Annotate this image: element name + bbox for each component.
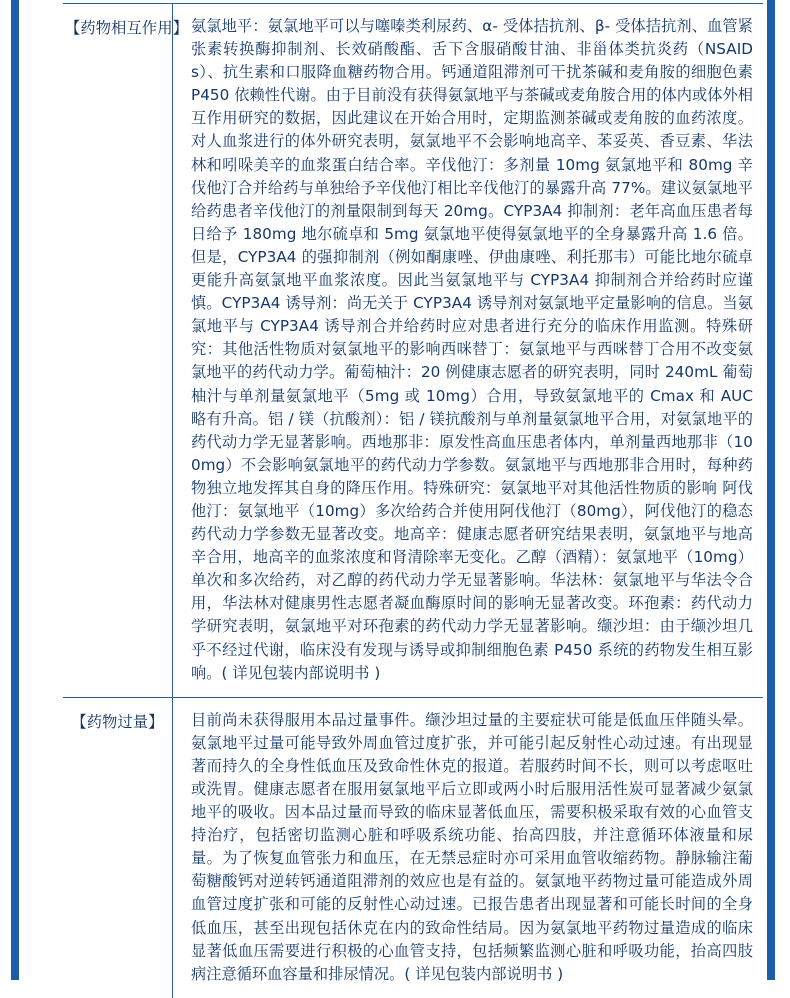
right-accent-rail bbox=[767, 0, 775, 980]
section-body-text: 氨氯地平：氨氯地平可以与噻嗪类利尿药、α- 受体拮抗剂、β- 受体拮抗剂、血管紧张素转换酶抑制剂、长效硝酸酯、舌下含服硝酸甘油、非甾体类抗炎药（NSAIDs）、抗生素和口服降血糖药物合用。钙通道阻滞剂可干扰茶碱和麦角胺的细胞色素 P450 依赖性代谢。由于目前没有获得氨氯地平与茶碱或麦角胺合用的体内或体外相互作用研究的数据，因此建议在开始合用时，定期监测茶碱或麦角胺的血药浓度。对人血浆进行的体外研究表明，氨氯地平不会影响地高辛、苯妥英、香豆素、华法林和吲哚美辛的血浆蛋白结合率。辛伐他汀：多剂量 10mg 氨氯地平和 80mg 辛伐他汀合并给药与单独给予辛伐他汀相比辛伐他汀的暴露升高 77%。建议氨氯地平给药患者辛伐他汀的剂量限制到每天 20mg。CYP3A4 抑制剂：老年高血压患者每日给予 180mg 地尔硫卓和 5mg 氨氯地平使得氨氯地平的全身暴露升高 1.6 倍。但是，CYP3A4 的强抑制剂（例如酮康唑、伊曲康唑、利托那韦）可能比地尔硫卓更能升高氨氯地平血浆浓度。因此当氨氯地平与 CYP3A4 抑制剂合并给药时应谨慎。CYP3A4 诱导剂：尚无关于 CYP3A4 诱导剂对氨氯地平定量影响的信息。当氨氯地平与 CYP3A4 诱导剂合并给药时应对患者进行充分的临床作用监测。特殊研究：其他活性物质对氨氯地平的影响西咪替丁：氨氯地平与西咪替丁合用不改变氨氯地平的药代动力学。葡萄柚汁：20 例健康志愿者的研究表明，同时 240mL 葡萄柚汁与单剂量氨氯地平（5mg 或 10mg）合用，导致氨氯地平的 Cmax 和 AUC 略有升高。铝 / 镁（抗酸剂）：铝 / 镁抗酸剂与单剂量氨氯地平合用，对氨氯地平的药代动力学无显著影响。西地那非：原发性高血压患者体内，单剂量西地那非（100mg）不会影响氨氯地平的药代动力学参数。氨氯地平与西地那非合用时，每种药物独立地发挥其自身的降压作用。特殊研究：氨氯地平对其他活性物质的影响 阿伐他汀：氨氯地平（10mg）多次给药合并使用阿伐他汀（80mg），阿伐他汀的稳态药代动力学参数无显著改变。地高辛：健康志愿者研究结果表明，氨氯地平与地高辛合用，地高辛的血浆浓度和肾清除率无变化。乙醇（酒精）：氨氯地平（10mg）单次和多次给药，对乙醇的药代动力学无显著影响。华法林：氨氯地平与华法令合用，华法林对健康男性志愿者凝血酶原时间的影响无显著改变。环孢素：药代动力学研究表明，氨氯地平对环孢素的药代动力学无显著影响。缬沙坦：由于缬沙坦几乎不经过代谢，临床没有发现与诱导或抑制细胞色素 P450 系统的药物发生相互影响。( 详见包装内部说明书 ) bbox=[191, 17, 753, 682]
section-label: 【药物相互作用】 bbox=[65, 19, 189, 37]
section-label: 【药物过量】 bbox=[71, 712, 164, 731]
drug-info-table bbox=[63, 3, 763, 998]
section-body-text: 目前尚未获得服用本品过量事件。缬沙坦过量的主要症状可能是低血压伴随头晕。氨氯地平过量可能导致外周血管过度扩张，并可能引起反射性心动过速。有出现显著而持久的全身性低血压及致命性休克的报道。若服药时间不长，则可以考虑呕吐或洗胃。健康志愿者在服用氨氯地平后立即或两小时后服用活性炭可显著减少氨氯地平的吸收。因本品过量而导致的临床显著低血压，需要积极采取有效的心血管支持治疗，包括密切监测心脏和呼吸系统功能、抬高四肢，并注意循环体液量和尿量。为了恢复血管张力和血压，在无禁忌症时亦可采用血管收缩药物。静脉输注葡萄糖酸钙对逆转钙通道阻滞剂的效应也是有益的。氨氯地平药物过量可能造成外周血管过度扩张和可能的反射性心动过速。已报告患者出现显著和可能长时间的全身低血压，甚至出现包括休克在内的致命性结局。因为氨氯地平药物过量造成的临床显著低血压需要进行积极的心血管支持，包括频繁监测心脏和呼吸功能，抬高四肢病注意循环血容量和排尿情况。( 详见包装内部说明书 ) bbox=[191, 710, 753, 983]
section-label-cell-drug-interactions bbox=[63, 4, 189, 697]
section-body-cell-drug-interactions bbox=[173, 4, 763, 697]
section-body-cell-overdose bbox=[173, 698, 763, 998]
section-label-cell-overdose bbox=[63, 698, 173, 998]
table-row bbox=[63, 698, 763, 998]
left-accent-rail bbox=[11, 0, 19, 980]
table-row bbox=[63, 4, 763, 698]
